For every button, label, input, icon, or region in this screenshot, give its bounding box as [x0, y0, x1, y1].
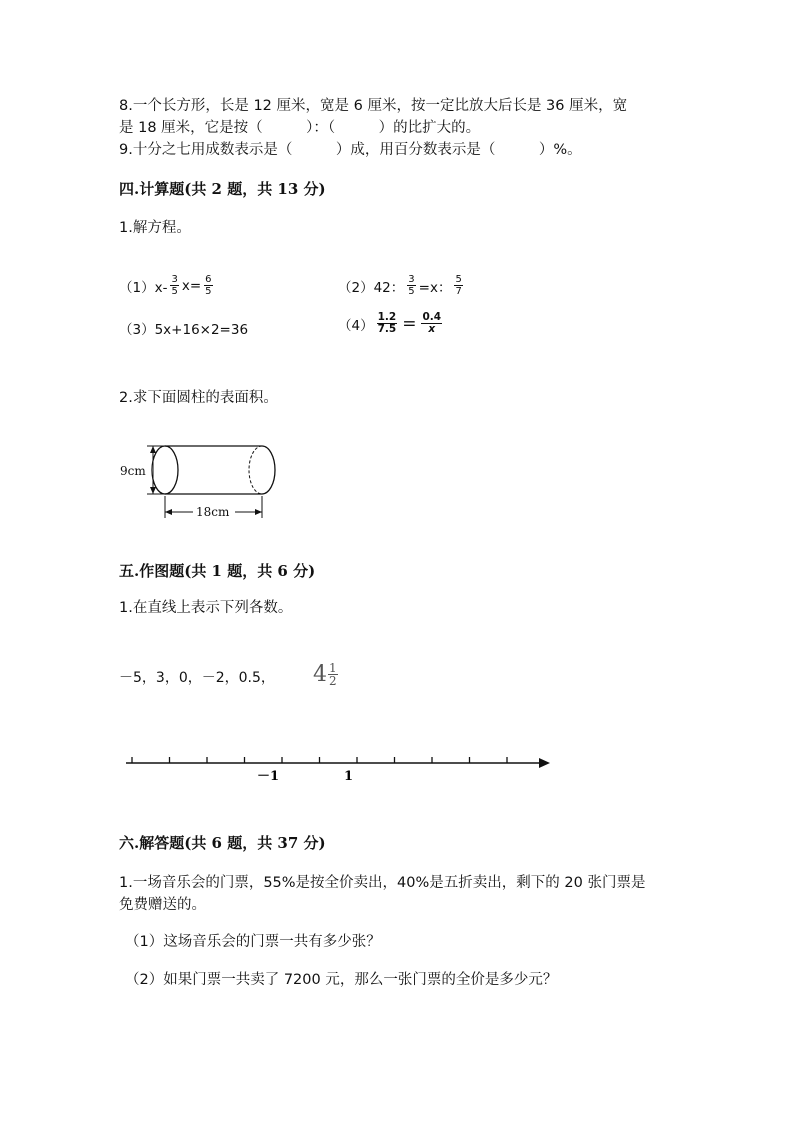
section-6-sub1: （1）这场音乐会的门票一共有多少张？	[125, 934, 381, 950]
mixed-number-num: 1	[329, 661, 337, 675]
number-line-label-1: 1	[344, 769, 354, 784]
question-9: 9.十分之七用成数表示是（ ）成，用百分数表示是（ ）%。	[119, 142, 582, 158]
equation-1-fraction-1-num: 3	[171, 274, 178, 285]
equation-4-fraction-1-num: 1.2	[377, 311, 397, 323]
section-6-q1-line2: 免费赠送的。	[119, 897, 206, 913]
section-4-q1-title: 1.解方程。	[119, 220, 191, 236]
equation-2-fraction-1-num: 3	[408, 274, 415, 285]
mixed-number-whole: 4	[313, 662, 327, 687]
equation-2-fraction-1	[407, 274, 415, 297]
length-arrow-right	[255, 509, 262, 515]
length-label: 18cm	[196, 505, 230, 519]
number-line-ticks	[132, 757, 507, 763]
equation-3-text: （3）5x+16×2=36	[119, 322, 249, 338]
number-line-label-neg1: －1	[257, 769, 280, 784]
equation-4-equals: =	[402, 313, 417, 334]
cylinder-figure	[115, 436, 285, 524]
section-5-q1-title: 1.在直线上表示下列各数。	[119, 600, 293, 616]
equation-1-fraction-2-num: 6	[205, 274, 212, 285]
question-8-line2: 是 18 厘米，它是按（ ）：（ ）的比扩大的。	[119, 120, 481, 136]
section-4-q2-title: 2.求下面圆柱的表面积。	[119, 390, 278, 406]
equation-1	[119, 274, 216, 297]
mixed-number-den: 2	[329, 674, 337, 688]
equation-4-fraction-2-num: 0.4	[422, 311, 442, 323]
equation-4-fraction-1	[377, 312, 398, 335]
equation-2-fraction-2	[454, 274, 462, 297]
section-6-title: 六.解答题(共 6 题，共 37 分)	[119, 834, 326, 852]
mixed-number	[313, 662, 338, 687]
equation-4-label: （4）	[338, 317, 374, 334]
section-6-sub2: （2）如果门票一共卖了 7200 元，那么一张门票的全价是多少元？	[125, 972, 558, 988]
cylinder-right-hidden-arc	[249, 446, 262, 494]
cylinder-right-front-arc	[262, 446, 275, 494]
equation-1-fraction-1	[170, 274, 178, 297]
equation-4-fraction-2	[421, 312, 442, 335]
equation-2	[338, 274, 466, 297]
section-5-title: 五.作图题(共 1 题，共 6 分)	[119, 562, 316, 580]
equation-1-fraction-2-den: 5	[205, 286, 212, 297]
equation-1-fraction-1-den: 5	[171, 286, 178, 297]
height-label: 9cm	[120, 464, 146, 478]
equation-4-fraction-1-den: 7.5	[377, 323, 397, 335]
equation-4-fraction-2-den: x	[428, 323, 436, 335]
equation-2-label: （2）42：	[338, 279, 405, 296]
numbers-list: －5，3，0，－2，0.5，	[119, 670, 275, 686]
number-line	[120, 752, 560, 788]
cylinder-left-face	[152, 446, 178, 494]
height-arrow-top	[150, 446, 156, 453]
equation-1-mid: x=	[181, 277, 202, 294]
equation-1-fraction-2	[204, 274, 212, 297]
equation-2-mid: =x：	[418, 279, 452, 296]
height-arrow-bottom	[150, 487, 156, 494]
question-8-line1: 8.一个长方形，长是 12 厘米，宽是 6 厘米，按一定比放大后长是 36 厘米，宽	[119, 98, 628, 114]
equation-1-label: （1）x-	[119, 279, 168, 296]
equation-2-fraction-2-num: 5	[455, 274, 462, 285]
section-4-title: 四.计算题(共 2 题，共 13 分)	[119, 180, 326, 198]
section-6-q1-line1: 1.一场音乐会的门票，55%是按全价卖出，40%是五折卖出，剩下的 20 张门票是	[119, 875, 646, 891]
equation-4	[338, 312, 445, 335]
equation-2-fraction-1-den: 5	[408, 286, 415, 297]
equation-2-fraction-2-den: 7	[455, 286, 462, 297]
length-arrow-left	[165, 509, 172, 515]
number-line-arrow	[539, 758, 550, 768]
equation-3	[119, 318, 248, 338]
mixed-number-fraction	[328, 662, 338, 687]
